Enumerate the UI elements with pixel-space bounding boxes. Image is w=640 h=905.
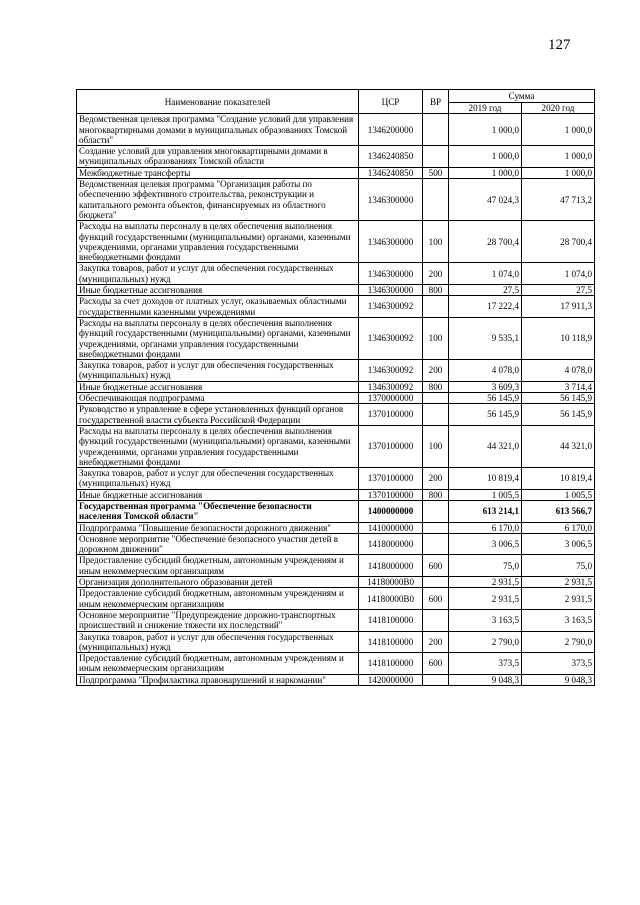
row-csr: 1410000000 — [359, 522, 423, 533]
table-row — [77, 167, 595, 178]
row-vr: 100 — [423, 221, 449, 263]
row-vr: 600 — [423, 653, 449, 675]
row-sum-2019: 373,5 — [449, 653, 522, 675]
row-vr — [423, 179, 449, 221]
row-name: Закупка товаров, работ и услуг для обеспечения государственных (муниципальных) нужд — [77, 631, 359, 653]
row-sum-2019: 44 321,0 — [449, 425, 522, 467]
header-2019: 2019 год — [449, 103, 522, 114]
row-name: Основное мероприятие "Предупреждение дорожно-транспортных происшествий и снижение тяжести их последствий" — [77, 609, 359, 631]
row-vr — [423, 404, 449, 426]
row-csr: 1370000000 — [359, 393, 423, 404]
row-sum-2019: 3 163,5 — [449, 609, 522, 631]
row-sum-2020: 3 163,5 — [522, 609, 595, 631]
row-sum-2019: 17 222,4 — [449, 296, 522, 318]
table-row — [77, 425, 595, 467]
row-csr: 1370100000 — [359, 404, 423, 426]
row-sum-2020: 1 000,0 — [522, 167, 595, 178]
row-name: Основное мероприятие "Обеспечение безопасного участия детей в дорожном движении" — [77, 533, 359, 555]
row-csr: 1370100000 — [359, 489, 423, 500]
row-vr: 100 — [423, 425, 449, 467]
row-sum-2019: 2 931,5 — [449, 588, 522, 610]
row-sum-2020: 9 048,3 — [522, 674, 595, 685]
row-csr: 1418100000 — [359, 609, 423, 631]
row-name: Подпрограмма "Повышение безопасности дорожного движения" — [77, 522, 359, 533]
row-sum-2020: 2 931,5 — [522, 588, 595, 610]
row-sum-2020: 373,5 — [522, 653, 595, 675]
row-sum-2019: 75,0 — [449, 555, 522, 577]
table-row — [77, 317, 595, 359]
row-sum-2020: 6 170,0 — [522, 522, 595, 533]
row-sum-2020: 27,5 — [522, 285, 595, 296]
row-csr: 1346240850 — [359, 146, 423, 168]
row-sum-2019: 4 078,0 — [449, 360, 522, 382]
row-sum-2020: 10 819,4 — [522, 468, 595, 490]
row-sum-2020: 75,0 — [522, 555, 595, 577]
row-csr: 1400000000 — [359, 500, 423, 522]
row-sum-2020: 2 931,5 — [522, 577, 595, 588]
row-vr — [423, 609, 449, 631]
table-row — [77, 393, 595, 404]
row-name: Предоставление субсидий бюджетным, автономным учреждениям и иным некоммерческим организациям — [77, 555, 359, 577]
row-sum-2020: 56 145,9 — [522, 393, 595, 404]
table-row — [77, 653, 595, 675]
row-sum-2020: 1 074,0 — [522, 263, 595, 285]
table-row — [77, 221, 595, 263]
table-row — [77, 404, 595, 426]
row-csr: 1370100000 — [359, 425, 423, 467]
row-csr: 1346300000 — [359, 221, 423, 263]
table-row — [77, 296, 595, 318]
row-sum-2020: 4 078,0 — [522, 360, 595, 382]
row-sum-2019: 2 931,5 — [449, 577, 522, 588]
row-name: Подпрограмма "Профилактика правонарушений и наркомании" — [77, 674, 359, 685]
row-csr: 1346300092 — [359, 317, 423, 359]
row-name: Закупка товаров, работ и услуг для обеспечения государственных (муниципальных) нужд — [77, 360, 359, 382]
row-sum-2019: 56 145,9 — [449, 393, 522, 404]
table-row — [77, 631, 595, 653]
row-sum-2019: 1 005,5 — [449, 489, 522, 500]
table-row — [77, 555, 595, 577]
table-row — [77, 609, 595, 631]
row-sum-2020: 3 714,4 — [522, 381, 595, 392]
row-vr: 200 — [423, 263, 449, 285]
row-csr: 1418000000 — [359, 533, 423, 555]
row-vr — [423, 114, 449, 146]
row-sum-2020: 10 118,9 — [522, 317, 595, 359]
row-sum-2020: 47 713,2 — [522, 179, 595, 221]
row-sum-2019: 3 006,5 — [449, 533, 522, 555]
row-csr: 1370100000 — [359, 468, 423, 490]
row-vr: 500 — [423, 167, 449, 178]
header-vr: ВР — [423, 90, 449, 114]
table-row — [77, 489, 595, 500]
row-vr: 800 — [423, 381, 449, 392]
row-csr: 1346300092 — [359, 360, 423, 382]
row-csr: 1346300000 — [359, 285, 423, 296]
row-sum-2019: 613 214,1 — [449, 500, 522, 522]
table-row — [77, 179, 595, 221]
row-name: Руководство и управление в сфере установленных функций органов государственной власти субъекта Российской Федерации — [77, 404, 359, 426]
table-row — [77, 522, 595, 533]
row-name: Межбюджетные трансферты — [77, 167, 359, 178]
row-sum-2019: 6 170,0 — [449, 522, 522, 533]
row-sum-2019: 1 074,0 — [449, 263, 522, 285]
row-vr — [423, 533, 449, 555]
page-number: 127 — [548, 37, 571, 53]
row-csr: 14180000В0 — [359, 588, 423, 610]
row-sum-2020: 17 911,3 — [522, 296, 595, 318]
row-sum-2019: 3 609,3 — [449, 381, 522, 392]
row-vr — [423, 674, 449, 685]
row-vr — [423, 522, 449, 533]
row-vr: 100 — [423, 317, 449, 359]
row-name: Расходы на выплаты персоналу в целях обеспечения выполнения функций государственными (муниципальными) органами, казенными учреждениями, органами управления государственными внебюджетными фондами — [77, 317, 359, 359]
row-csr: 1346300092 — [359, 381, 423, 392]
row-csr: 1346300000 — [359, 179, 423, 221]
row-sum-2019: 1 000,0 — [449, 146, 522, 168]
row-sum-2020: 3 006,5 — [522, 533, 595, 555]
table-row — [77, 381, 595, 392]
budget-table — [76, 89, 595, 686]
row-name: Обеспечивающая подпрограмма — [77, 393, 359, 404]
row-name: Иные бюджетные ассигнования — [77, 285, 359, 296]
row-vr — [423, 500, 449, 522]
header-name: Наименование показателей — [77, 90, 359, 114]
table-row — [77, 468, 595, 490]
row-vr: 200 — [423, 468, 449, 490]
row-name: Ведомственная целевая программа "Организация работы по обеспечению эффективного строительства, реконструкции и капитального ремонта объектов, финансируемых из областного бюджета" — [77, 179, 359, 221]
row-vr — [423, 146, 449, 168]
table-row — [77, 674, 595, 685]
row-name: Предоставление субсидий бюджетным, автономным учреждениям и иным некоммерческим организациям — [77, 653, 359, 675]
row-vr: 600 — [423, 555, 449, 577]
row-sum-2019: 47 024,3 — [449, 179, 522, 221]
row-csr: 1418000000 — [359, 555, 423, 577]
row-sum-2019: 27,5 — [449, 285, 522, 296]
row-vr: 800 — [423, 489, 449, 500]
row-vr: 200 — [423, 631, 449, 653]
row-name: Создание условий для управления многоквартирными домами в муниципальных образованиях Томской области — [77, 146, 359, 168]
row-sum-2020: 1 000,0 — [522, 114, 595, 146]
row-vr: 200 — [423, 360, 449, 382]
table-row — [77, 588, 595, 610]
header-csr: ЦСР — [359, 90, 423, 114]
row-name: Закупка товаров, работ и услуг для обеспечения государственных (муниципальных) нужд — [77, 468, 359, 490]
row-sum-2019: 1 000,0 — [449, 167, 522, 178]
row-sum-2019: 2 790,0 — [449, 631, 522, 653]
row-csr: 1346300000 — [359, 263, 423, 285]
row-sum-2020: 44 321,0 — [522, 425, 595, 467]
table-row — [77, 533, 595, 555]
row-sum-2019: 1 000,0 — [449, 114, 522, 146]
row-vr: 800 — [423, 285, 449, 296]
table-row — [77, 500, 595, 522]
table-header — [77, 90, 595, 114]
row-sum-2020: 613 566,7 — [522, 500, 595, 522]
header-sum: Сумма — [449, 90, 595, 103]
table-body — [77, 114, 595, 686]
row-sum-2020: 28 700,4 — [522, 221, 595, 263]
row-vr — [423, 577, 449, 588]
table-row — [77, 577, 595, 588]
row-csr: 1418100000 — [359, 631, 423, 653]
row-csr: 1346200000 — [359, 114, 423, 146]
row-csr: 1420000000 — [359, 674, 423, 685]
row-name: Ведомственная целевая программа "Создание условий для управления многоквартирными домами в муниципальных образованиях Томской области" — [77, 114, 359, 146]
row-csr: 1346300092 — [359, 296, 423, 318]
row-sum-2020: 56 145,9 — [522, 404, 595, 426]
row-sum-2020: 1 000,0 — [522, 146, 595, 168]
row-csr: 1418100000 — [359, 653, 423, 675]
row-name: Предоставление субсидий бюджетным, автономным учреждениям и иным некоммерческим организациям — [77, 588, 359, 610]
row-name: Иные бюджетные ассигнования — [77, 489, 359, 500]
row-name: Иные бюджетные ассигнования — [77, 381, 359, 392]
row-sum-2020: 2 790,0 — [522, 631, 595, 653]
row-name: Государственная программа "Обеспечение безопасности населения Томской области" — [77, 500, 359, 522]
row-name: Расходы за счет доходов от платных услуг, оказываемых областными государственными казенными учреждениями — [77, 296, 359, 318]
row-vr — [423, 296, 449, 318]
table-row — [77, 263, 595, 285]
row-csr: 1346240850 — [359, 167, 423, 178]
row-sum-2019: 9 535,1 — [449, 317, 522, 359]
row-sum-2019: 9 048,3 — [449, 674, 522, 685]
row-name: Расходы на выплаты персоналу в целях обеспечения выполнения функций государственными (муниципальными) органами, казенными учреждениями, органами управления государственными внебюджетными фондами — [77, 221, 359, 263]
table-row — [77, 360, 595, 382]
header-2020: 2020 год — [522, 103, 595, 114]
row-sum-2019: 10 819,4 — [449, 468, 522, 490]
row-name: Организация дополнительного образования детей — [77, 577, 359, 588]
table-row — [77, 114, 595, 146]
row-name: Закупка товаров, работ и услуг для обеспечения государственных (муниципальных) нужд — [77, 263, 359, 285]
row-sum-2019: 56 145,9 — [449, 404, 522, 426]
table-row — [77, 285, 595, 296]
row-sum-2019: 28 700,4 — [449, 221, 522, 263]
row-vr: 600 — [423, 588, 449, 610]
row-csr: 14180000В0 — [359, 577, 423, 588]
table-row — [77, 146, 595, 168]
row-name: Расходы на выплаты персоналу в целях обеспечения выполнения функций государственными (муниципальными) органами, казенными учреждениями, органами управления государственными внебюджетными фондами — [77, 425, 359, 467]
row-vr — [423, 393, 449, 404]
row-sum-2020: 1 005,5 — [522, 489, 595, 500]
